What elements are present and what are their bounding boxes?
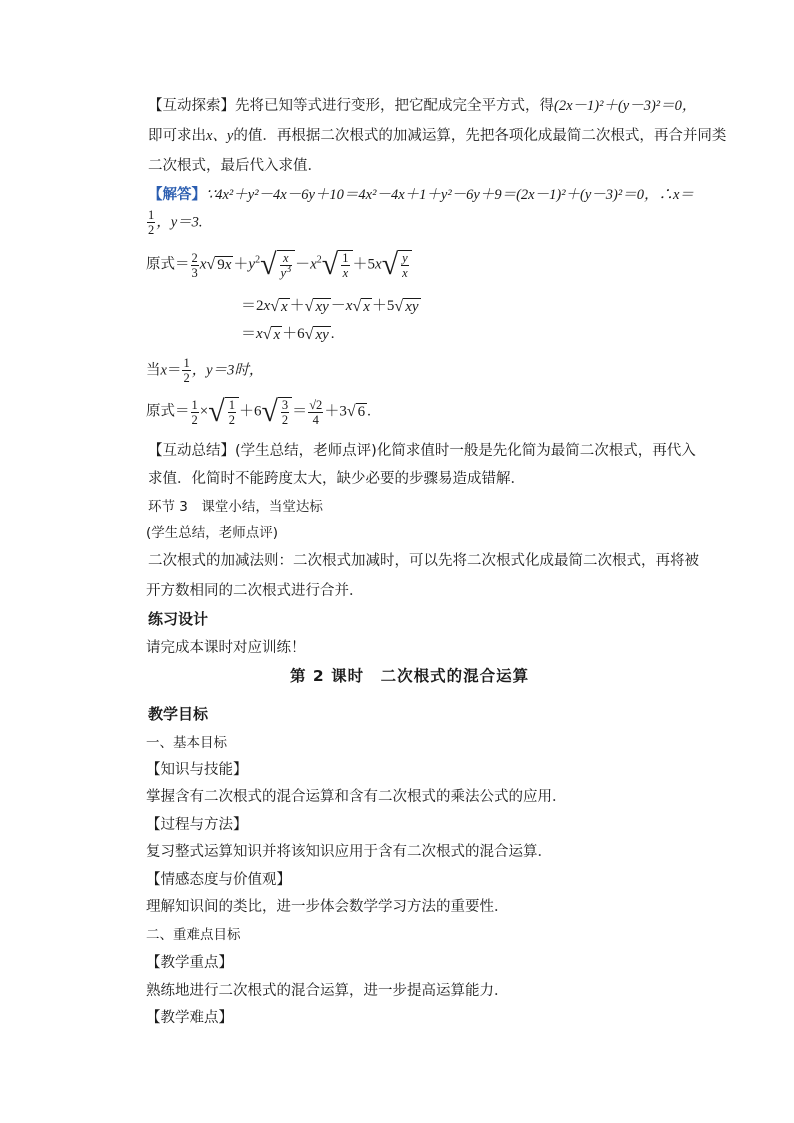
orig2-label: 原式＝: [146, 403, 190, 420]
goals-title: 教学目标: [148, 705, 209, 723]
summary-line-2: [148, 468, 525, 490]
lesson-title: 第 2 课时 二次根式的混合运算: [290, 667, 530, 685]
focus-tag: 【教学重点】: [146, 955, 233, 971]
focus-text: 熟练地进行二次根式的混合运算，进一步提高运算能力．: [146, 983, 509, 999]
knowledge-tag: 【知识与技能】: [146, 762, 248, 778]
process-text: 复习整式运算知识并将该知识应用于含有二次根式的混合运算．: [146, 844, 552, 860]
difficulty-tag: 【教学难点】: [146, 1010, 233, 1026]
explore-line-1: [148, 95, 696, 117]
when-tail: ，y＝3时，: [191, 362, 264, 379]
summary-line-1: [148, 440, 696, 462]
orig-label: 原式＝: [146, 256, 190, 273]
sqrt-1-over-x: √ $\frac{1}{x}$: [322, 250, 353, 280]
explore-equation: (2x－1)²＋(y－3)²＝0，: [554, 98, 697, 114]
rule-line-2: 开方数相同的二次根式进行合并．: [146, 583, 364, 599]
fraction-half: $\frac{1}{2}$: [148, 208, 155, 237]
answer-line-1: [148, 184, 694, 206]
explore-text-1: 先将已知等式进行变形，把它配成完全平方式，得: [235, 98, 554, 114]
emotion-text: 理解知识间的类比，进一步体会数学学习方法的重要性．: [146, 899, 509, 915]
simplify-step-2: ＝2x√ x ＋√ xy －x√ x ＋5√ xy: [241, 297, 419, 315]
explore-text-3: 的值．再根据二次根式的加减运算，先把各项化成最简二次根式，再合并同类: [233, 128, 727, 144]
fraction-two-thirds: $\frac{2}{3}$: [191, 250, 198, 280]
rule-line-1: 二次根式的加减法则：二次根式加减时，可以先将二次根式化成最简二次根式，再将被: [148, 553, 699, 569]
answer-equation: ∵4x²＋y²－4x－6y＋10＝4x²－4x＋1＋y²－6y＋9＝(2x－1)²＋(y－3)²＝0，∴x＝: [206, 187, 694, 203]
when-label: 当: [146, 362, 161, 379]
explore-text-4: 二次根式，最后代入求值．: [148, 158, 322, 174]
explore-xy: x、y: [206, 128, 234, 144]
sqrt-y-over-x: √ $\frac{y}{x}$: [382, 250, 412, 280]
answer-y-value: ，y＝3.: [156, 214, 203, 231]
answer-line-2: [146, 208, 203, 237]
original-expression-line: 原式＝ $\frac{2}{3}$ x√ $9x +y^2√$ $\frac{x}{y^3}$ $-x^2√$ $\frac{1}{x}$ ＋5x√ $\frac{y}{x}$: [146, 250, 412, 280]
answer-tag: 【解答】: [148, 187, 206, 203]
knowledge-text: 掌握含有二次根式的混合运算和含有二次根式的乘法公式的应用．: [146, 789, 567, 805]
summary-tag: 【互动总结】: [148, 443, 235, 459]
key-goals-heading: 二、重难点目标: [146, 927, 241, 943]
explore-line-3: [148, 155, 322, 177]
fraction-half-2: $\frac{1}{2}$: [183, 356, 190, 385]
explore-line-2: [148, 125, 726, 147]
explore-tag: 【互动探索】: [148, 98, 235, 114]
link3-heading: 环节 3 课堂小结，当堂达标: [148, 499, 323, 515]
basic-goals-heading: 一、基本目标: [146, 735, 227, 751]
process-tag: 【过程与方法】: [146, 817, 248, 833]
final-expression-line: 原式＝ $\frac{1}{2}$ ×√ $\frac{1}{2}$ ＋6√ $\frac{3}{2}$ ＝ $\frac{√2}{4}$ ＋3√ 6 .: [146, 395, 371, 428]
substitution-line: 当x＝ $\frac{1}{2}$ ，y＝3时，: [146, 356, 264, 385]
explore-text-2: 即可求出: [148, 128, 206, 144]
sqrt-9x: √ 9x: [206, 256, 232, 273]
simplify-step-3: ＝x√ x ＋6√ xy .: [241, 325, 335, 343]
link3-subtext: (学生总结，老师点评): [146, 525, 279, 541]
practice-title: 练习设计: [148, 610, 209, 628]
sqrt-x-over-y3: √ $\frac{x}{y^3}$: [260, 250, 295, 280]
practice-text: 请完成本课时对应训练！: [146, 640, 306, 656]
summary-text-2: 求值．化简时不能跨度太大，缺少必要的步骤易造成错解．: [148, 471, 525, 487]
emotion-tag: 【情感态度与价值观】: [146, 872, 291, 888]
summary-text-1: (学生总结，老师点评)化简求值时一般是先化简为最简二次根式，再代入: [235, 443, 696, 459]
